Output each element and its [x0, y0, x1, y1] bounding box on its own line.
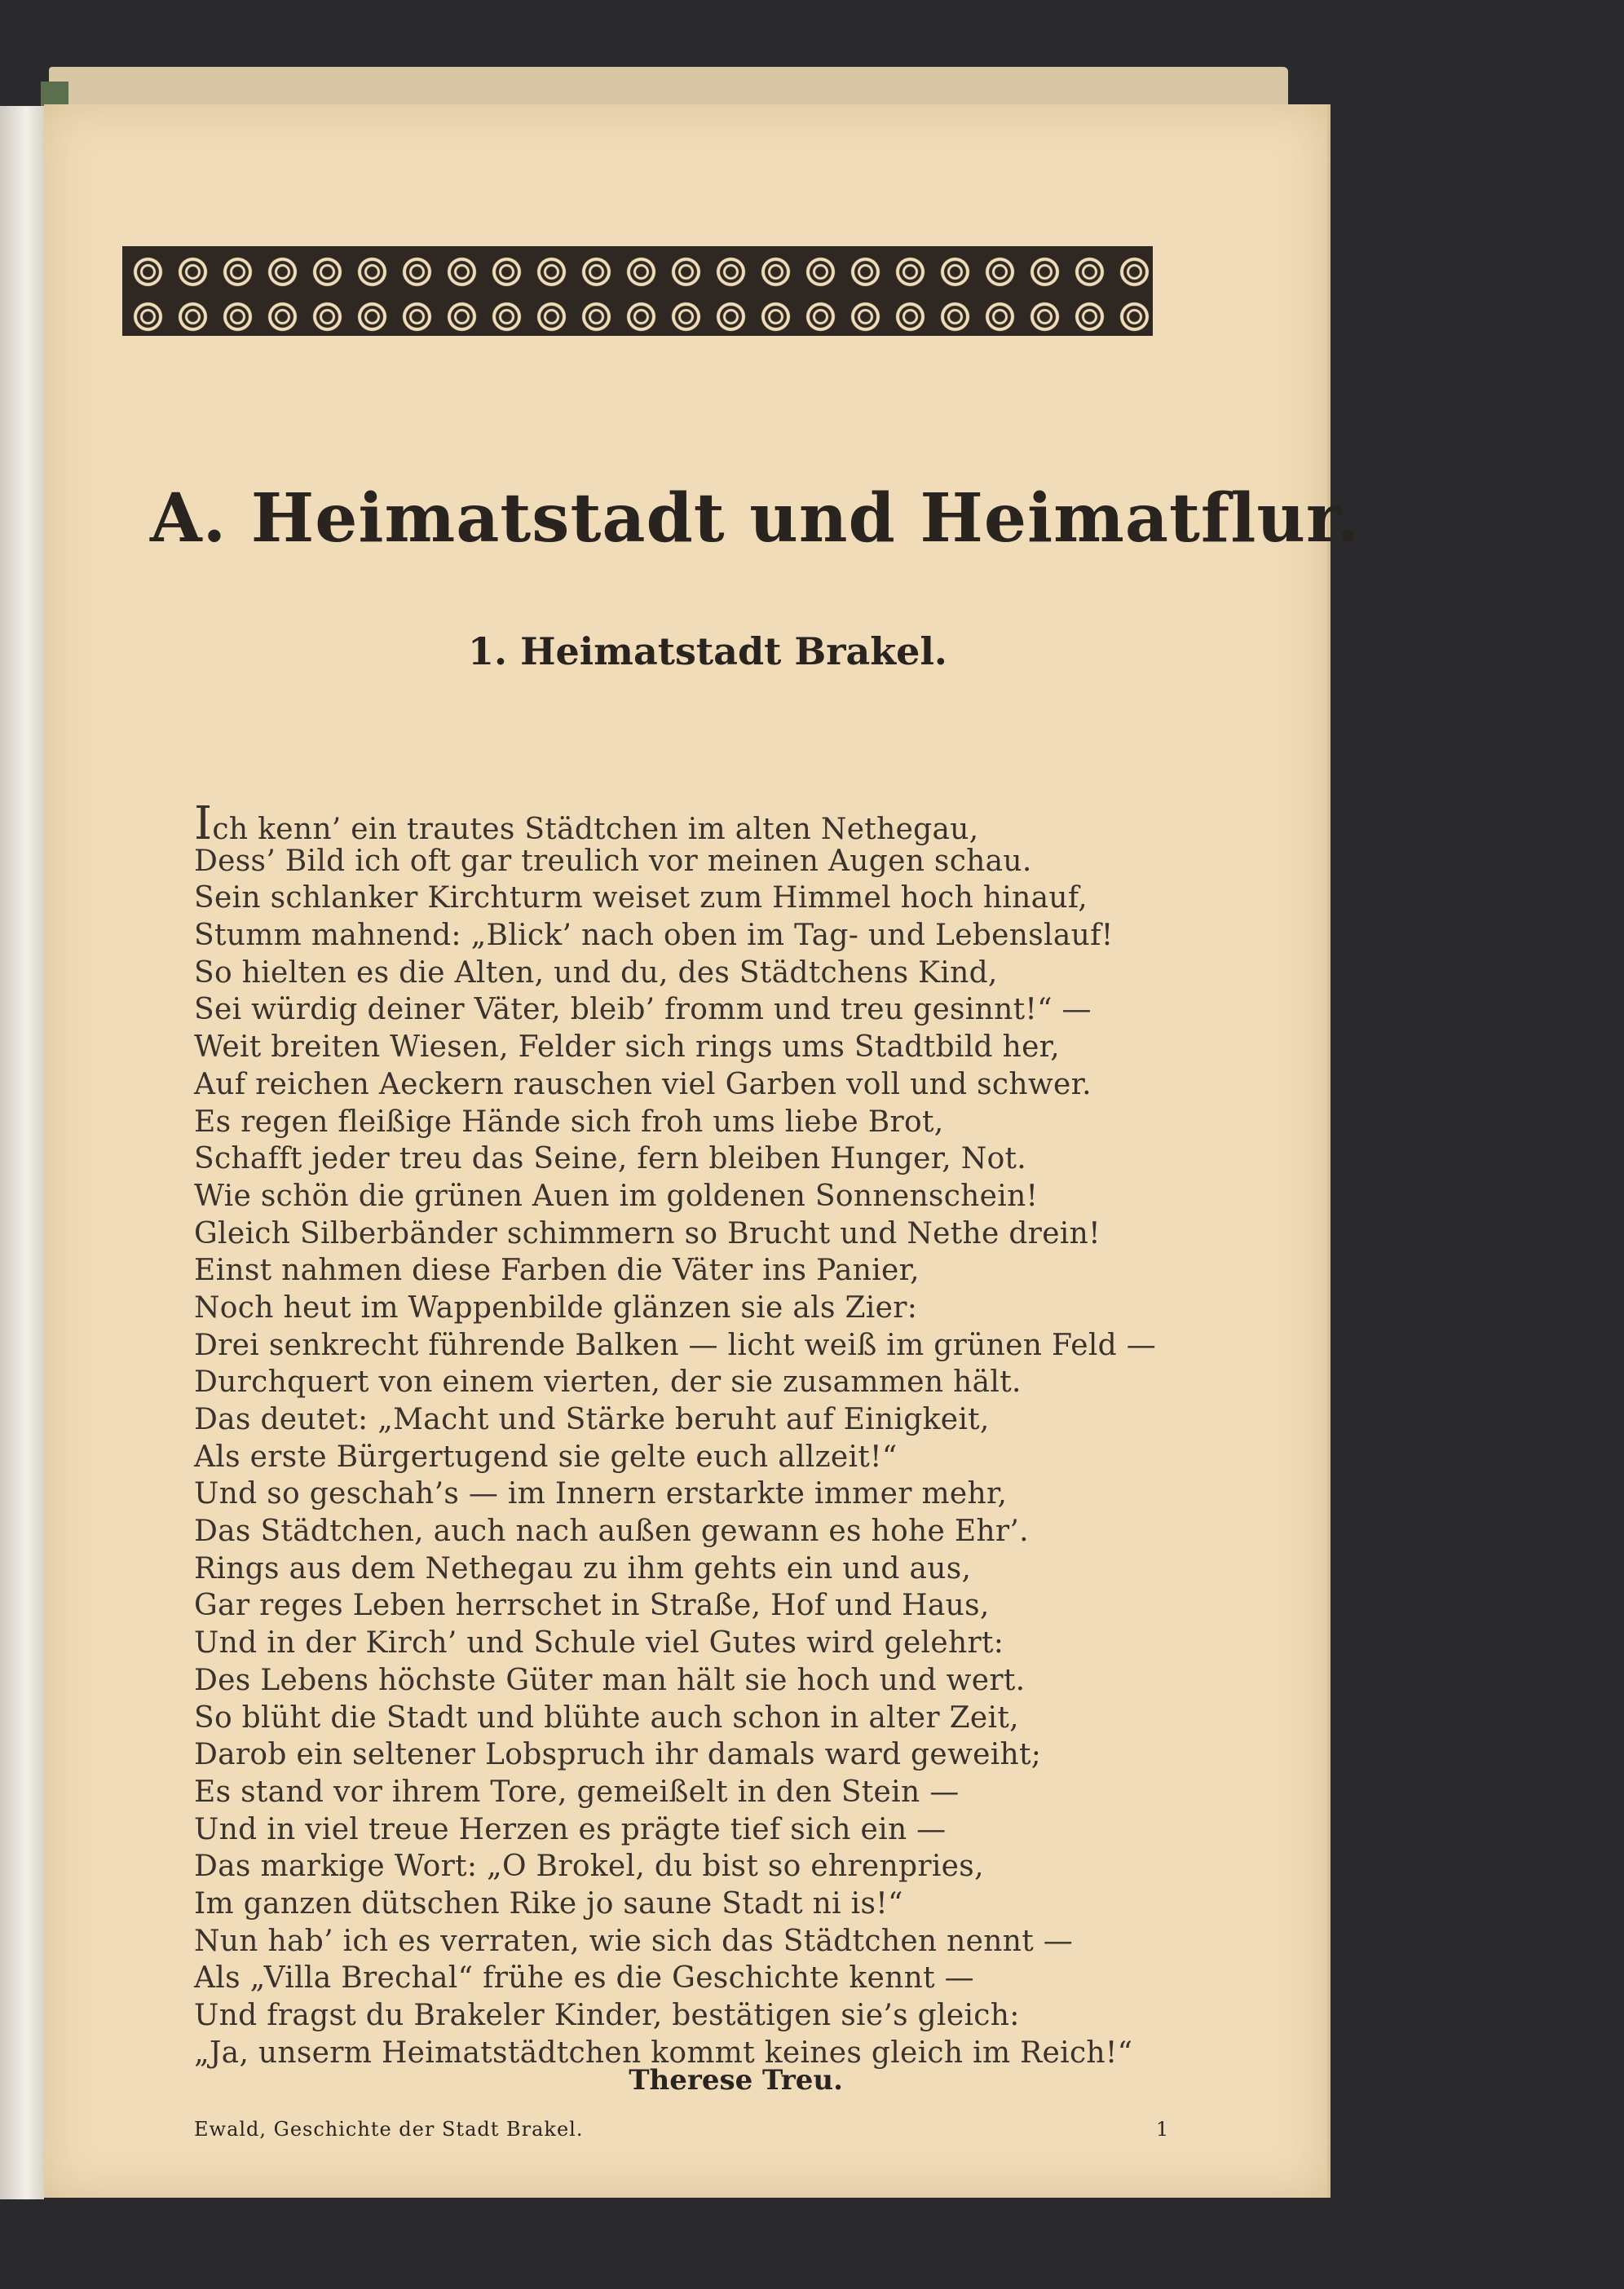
poem-line: Darob ein seltener Lobspruch ihr damals ward geweiht; [194, 1738, 1042, 1772]
poem-line: So hielten es die Alten, und du, des Städtchens Kind, [194, 955, 998, 990]
poem-line: Gar reges Leben herrschet in Straße, Hof und Haus, [194, 1589, 990, 1623]
poem-line: „Ja, unserm Heimatstädtchen kommt keines gleich im Reich!“ [194, 2035, 1133, 2070]
poem-line: Es regen fleißige Hände sich froh ums liebe Brot, [194, 1105, 944, 1139]
poem-line: Sei würdig deiner Väter, bleib’ fromm und treu gesinnt!“ — [194, 993, 1092, 1027]
poem-line: Dess’ Bild ich oft gar treulich vor meinen Augen schau. [194, 844, 1032, 878]
poem-line: Als „Villa Brechal“ frühe es die Geschichte kennt — [194, 1961, 974, 1996]
book-page [44, 104, 1361, 2198]
poem-line: Des Lebens höchste Güter man hält sie hoch und wert. [194, 1663, 1026, 1697]
poem-line: So blüht die Stadt und blühte auch schon in alter Zeit, [194, 1700, 1019, 1735]
poem-author: Therese Treu. [629, 2064, 843, 2097]
poem-line: Auf reichen Aeckern rauschen viel Garben voll und schwer. [194, 1067, 1092, 1101]
ornamental-border [122, 246, 1153, 336]
poem-line: Im ganzen dütschen Rike jo saune Stadt ni is!“ [194, 1886, 903, 1921]
poem-line: Rings aus dem Nethegau zu ihm gehts ein und aus, [194, 1551, 972, 1586]
poem-line: Das Städtchen, auch nach außen gewann es hohe Ehr’. [194, 1515, 1029, 1549]
poem-line: Es stand vor ihrem Tore, gemeißelt in den Stein — [194, 1775, 960, 1809]
poem-line: Drei senkrecht führende Balken — licht weiß im grünen Feld — [194, 1328, 1157, 1362]
poem-line: Einst nahmen diese Farben die Väter ins Panier, [194, 1254, 920, 1288]
poem-line: Gleich Silberbänder schimmern so Brucht und Nethe drein! [194, 1216, 1101, 1250]
chapter-title: A. Heimatstadt und Heimatflur. [150, 479, 1361, 558]
poem-line: Wie schön die grünen Auen im goldenen Sonnenschein! [194, 1179, 1039, 1213]
poem-line: Noch heut im Wappenbilde glänzen sie als Zier: [194, 1290, 918, 1325]
poem-line: Und so geschah’s — im Innern erstarkte immer mehr, [194, 1477, 1008, 1511]
poem-line: Als erste Bürgertugend sie gelte euch allzeit!“ [194, 1440, 898, 1474]
poem-line: Nun hab’ ich es verraten, wie sich das Städtchen nennt — [194, 1924, 1074, 1958]
poem-line: Ich kenn’ ein trautes Städtchen im alten Nethegau, [194, 797, 979, 850]
poem-line: Durchquert von einem vierten, der sie zusammen hält. [194, 1365, 1022, 1400]
sheet-signature: Ewald, Geschichte der Stadt Brakel. [194, 2118, 584, 2141]
poem-line: Das markige Wort: „O Brokel, du bist so ehrenpries, [194, 1850, 984, 1884]
poem-body [194, 797, 1221, 2071]
poem-line: Und fragst du Brakeler Kinder, bestätigen sie’s gleich: [194, 1999, 1020, 2032]
poem-line: Und in der Kirch’ und Schule viel Gutes wird gelehrt: [194, 1626, 1004, 1661]
sheet-number: 1 [1156, 2118, 1169, 2141]
poem-line: Weit breiten Wiesen, Felder sich rings ums Stadtbild her, [194, 1030, 1060, 1065]
poem-line: Und in viel treue Herzen es prägte tief sich ein — [194, 1812, 947, 1846]
poem-line: Sein schlanker Kirchturm weiset zum Himmel hoch hinauf, [194, 881, 1088, 915]
poem-line: Schafft jeder treu das Seine, fern bleiben Hunger, Not. [194, 1142, 1027, 1176]
poem-line: Stumm mahnend: „Blick’ nach oben im Tag- und Lebenslauf! [194, 919, 1114, 953]
left-page-edge [0, 106, 44, 2199]
poem-title: 1. Heimatstadt Brakel. [468, 629, 947, 673]
poem-line: Das deutet: „Macht und Stärke beruht auf Einigkeit, [194, 1403, 990, 1436]
